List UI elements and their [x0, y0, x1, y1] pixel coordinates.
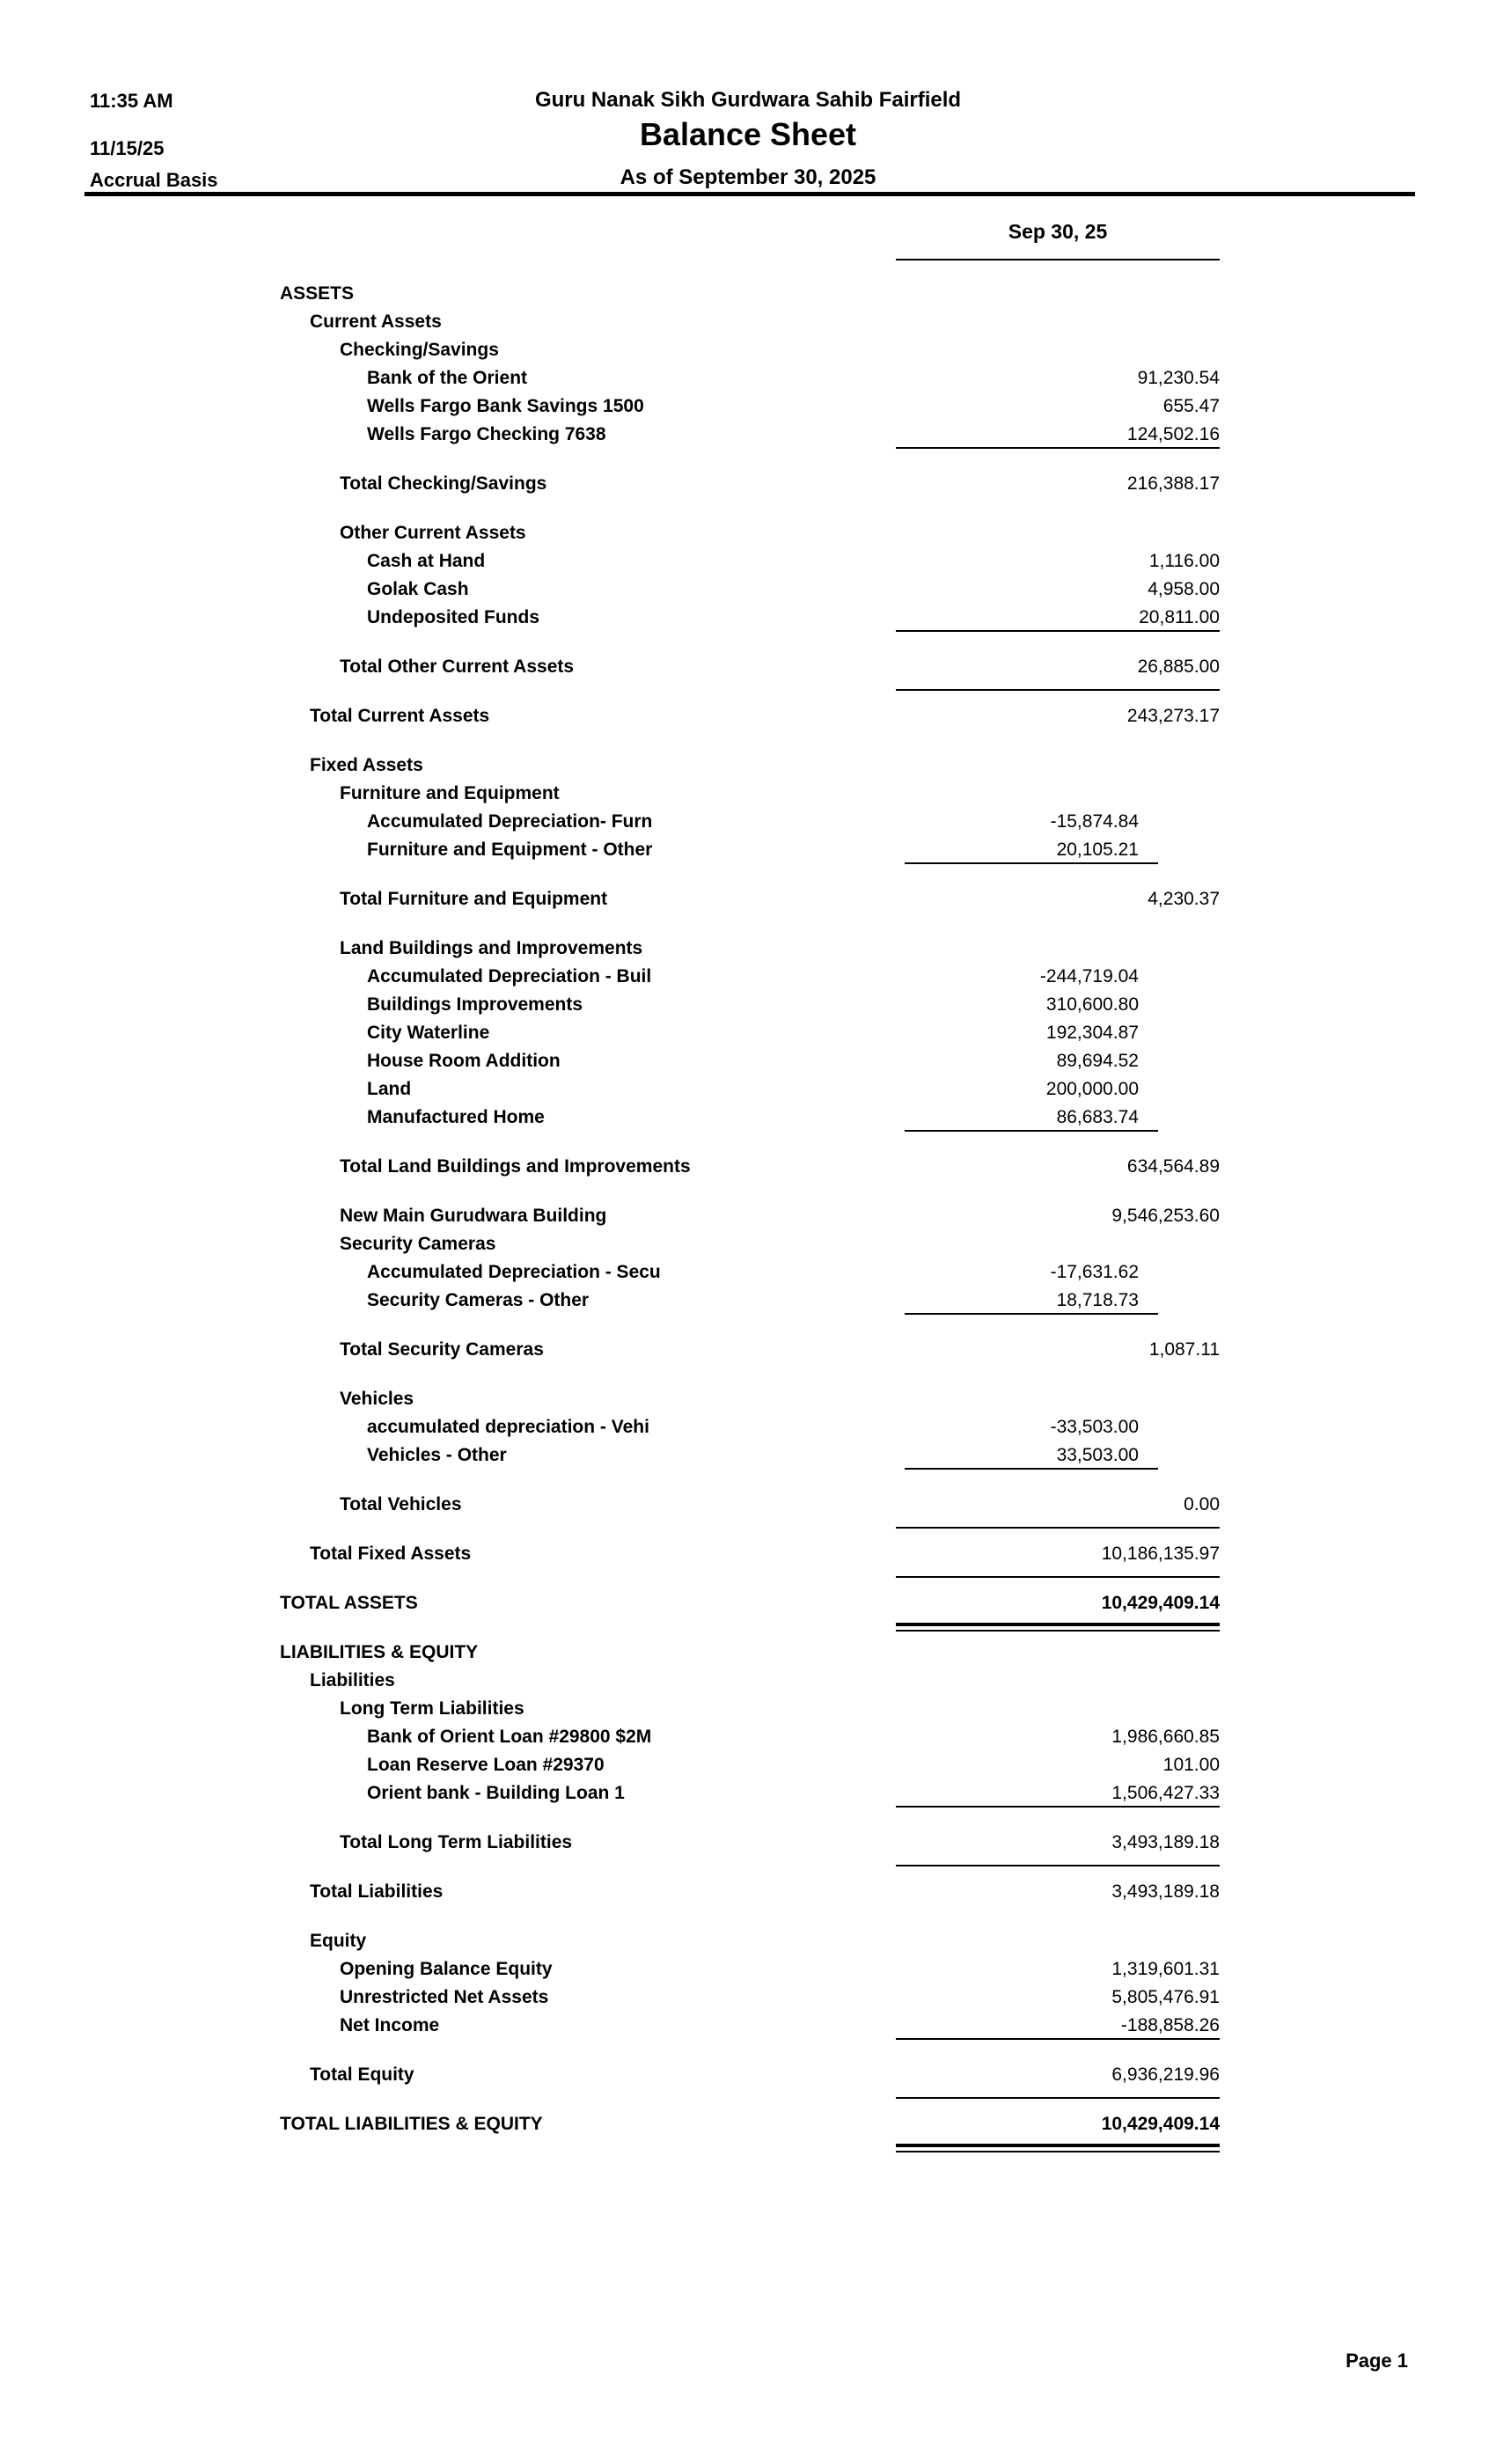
account-label: City Waterline: [367, 1023, 490, 1043]
report-row: [0, 836, 1496, 864]
report-row: [0, 1695, 1496, 1723]
report-row: [0, 1019, 1496, 1047]
account-label: Buildings Improvements: [367, 994, 583, 1015]
account-label: TOTAL ASSETS: [280, 1593, 418, 1613]
account-label: Unrestricted Net Assets: [340, 1987, 549, 2007]
account-label: Security Cameras - Other: [367, 1290, 590, 1310]
amount-value: 6,936,219.96: [1111, 2064, 1220, 2085]
account-label: Vehicles - Other: [367, 1445, 507, 1465]
report-row: [0, 1589, 1496, 1617]
amount-value: 124,502.16: [1126, 424, 1220, 444]
account-label: Land: [367, 1079, 412, 1099]
report-row: [0, 1667, 1496, 1695]
account-label: Wells Fargo Checking 7638: [367, 424, 606, 444]
account-label: Cash at Hand: [367, 551, 486, 571]
report-row: [0, 2061, 1496, 2089]
amount-value: 1,087.11: [1148, 1339, 1220, 1360]
account-label: Opening Balance Equity: [340, 1959, 553, 1979]
report-row: [0, 1153, 1496, 1181]
amount-value: 91,230.54: [1137, 368, 1220, 388]
report-row: [0, 604, 1496, 632]
report-row: [0, 1230, 1496, 1258]
account-label: Security Cameras: [340, 1234, 496, 1254]
report-row: [0, 653, 1496, 681]
report-row: [0, 1413, 1496, 1441]
amount-value: 3,493,189.18: [1111, 1832, 1220, 1852]
amount-value: -33,503.00: [1050, 1417, 1139, 1437]
amount-value: 0.00: [1184, 1494, 1220, 1514]
report-row: [0, 1984, 1496, 2012]
report-row: [0, 1202, 1496, 1230]
amount-value: -188,858.26: [1120, 2015, 1220, 2035]
report-row: [0, 1639, 1496, 1667]
report-row: [0, 752, 1496, 780]
account-label: Bank of Orient Loan #29800 $2M: [367, 1727, 652, 1747]
amount-value: 243,273.17: [1126, 706, 1220, 726]
report-row: [0, 1385, 1496, 1413]
report-row: [0, 1287, 1496, 1315]
amount-value: 216,388.17: [1126, 473, 1220, 494]
account-label: House Room Addition: [367, 1051, 561, 1071]
amount-value: 101.00: [1162, 1755, 1220, 1775]
amount-value: -15,874.84: [1050, 811, 1139, 832]
amount-value: 1,506,427.33: [1111, 1783, 1220, 1803]
amount-value: 10,186,135.97: [1101, 1544, 1220, 1564]
report-row: [0, 885, 1496, 913]
account-label: Accumulated Depreciation - Buil: [367, 966, 652, 986]
amount-value: 1,986,660.85: [1111, 1727, 1220, 1747]
account-label: Land Buildings and Improvements: [340, 938, 643, 958]
amount-value: 1,319,601.31: [1111, 1959, 1220, 1979]
account-label: Loan Reserve Loan #29370: [367, 1755, 605, 1775]
account-label: accumulated depreciation - Vehi: [367, 1417, 649, 1437]
report-row: [0, 280, 1496, 308]
amount-value: 4,230.37: [1148, 889, 1220, 909]
report-row: [0, 1955, 1496, 1984]
account-label: Long Term Liabilities: [340, 1698, 524, 1719]
account-label: Other Current Assets: [340, 523, 526, 543]
organization-name: Guru Nanak Sikh Gurdwara Sahib Fairfield: [534, 88, 962, 112]
report-row: [0, 519, 1496, 547]
amount-value: 200,000.00: [1045, 1079, 1139, 1099]
amount-value: 3,493,189.18: [1111, 1881, 1220, 1902]
report-row: [0, 308, 1496, 336]
amount-value: 86,683.74: [1056, 1107, 1139, 1127]
report-row: [0, 1491, 1496, 1519]
account-label: Current Assets: [310, 312, 442, 332]
amount-value: 33,503.00: [1056, 1445, 1139, 1465]
report-row: [0, 1829, 1496, 1857]
report-row: [0, 364, 1496, 392]
amount-value: 89,694.52: [1056, 1051, 1139, 1071]
account-label: Total Equity: [310, 2064, 414, 2085]
account-label: Total Vehicles: [340, 1494, 462, 1514]
account-label: Orient bank - Building Loan 1: [367, 1783, 625, 1803]
report-row: [0, 1104, 1496, 1132]
amount-value: 4,958.00: [1148, 579, 1220, 599]
account-label: Total Liabilities: [310, 1881, 444, 1902]
report-row: [0, 808, 1496, 836]
report-row: [0, 2012, 1496, 2040]
account-label: Total Furniture and Equipment: [340, 889, 608, 909]
account-label: Total Current Assets: [310, 706, 490, 726]
amount-value: 9,546,253.60: [1111, 1206, 1220, 1226]
account-label: Total Land Buildings and Improvements: [340, 1156, 691, 1177]
account-label: Golak Cash: [367, 579, 469, 599]
account-label: ASSETS: [280, 283, 355, 304]
account-label: Manufactured Home: [367, 1107, 545, 1127]
report-row: [0, 392, 1496, 421]
report-subtitle: As of September 30, 2025: [620, 165, 876, 189]
report-rows: [0, 280, 1496, 2138]
accounting-basis: Accrual Basis: [90, 169, 218, 191]
amount-value: 310,600.80: [1045, 994, 1139, 1015]
report-row: [0, 702, 1496, 730]
account-label: Accumulated Depreciation - Secu: [367, 1262, 661, 1282]
account-label: Wells Fargo Bank Savings 1500: [367, 396, 644, 416]
account-label: Net Income: [340, 2015, 440, 2035]
report-run-date: 11/15/25: [90, 137, 165, 159]
amount-value: 5,805,476.91: [1111, 1987, 1220, 2007]
report-row: [0, 1258, 1496, 1287]
report-title: Balance Sheet: [639, 116, 857, 152]
amount-value: -244,719.04: [1039, 966, 1139, 986]
report-row: [0, 780, 1496, 808]
report-row: [0, 963, 1496, 991]
account-label: Furniture and Equipment - Other: [367, 840, 653, 860]
report-row: [0, 421, 1496, 449]
amount-value: 26,885.00: [1137, 656, 1220, 677]
account-label: LIABILITIES & EQUITY: [280, 1642, 479, 1662]
report-row: [0, 1047, 1496, 1075]
report-row: [0, 2110, 1496, 2138]
account-label: Equity: [310, 1931, 367, 1951]
account-label: Total Checking/Savings: [340, 473, 547, 494]
report-row: [0, 1779, 1496, 1808]
account-label: Furniture and Equipment: [340, 783, 560, 803]
report-row: [0, 1878, 1496, 1906]
report-row: [0, 991, 1496, 1019]
amount-value: 634,564.89: [1126, 1156, 1220, 1177]
account-label: Total Other Current Assets: [340, 656, 575, 677]
report-row: [0, 1540, 1496, 1568]
header-divider: [84, 192, 1415, 196]
report-row: [0, 1723, 1496, 1751]
date-column-underline: [896, 259, 1220, 260]
amount-value: 20,105.21: [1056, 840, 1139, 860]
report-row: [0, 1751, 1496, 1779]
amount-value: 10,429,409.14: [1101, 2114, 1220, 2134]
report-row: [0, 1927, 1496, 1955]
account-label: New Main Gurudwara Building: [340, 1206, 607, 1226]
account-label: Vehicles: [340, 1389, 414, 1409]
report-row: [0, 1075, 1496, 1104]
date-column-header: Sep 30, 25: [1008, 220, 1108, 243]
account-label: Undeposited Funds: [367, 607, 539, 627]
report-row: [0, 336, 1496, 364]
report-row: [0, 1441, 1496, 1470]
amount-value: 20,811.00: [1139, 607, 1220, 627]
report-run-time: 11:35 AM: [90, 90, 173, 112]
account-label: Accumulated Depreciation- Furn: [367, 811, 653, 832]
report-row: [0, 935, 1496, 963]
account-label: Checking/Savings: [340, 340, 499, 360]
account-label: Total Long Term Liabilities: [340, 1832, 573, 1852]
report-row: [0, 576, 1496, 604]
account-label: Total Fixed Assets: [310, 1544, 472, 1564]
account-label: Liabilities: [310, 1670, 395, 1690]
account-label: TOTAL LIABILITIES & EQUITY: [280, 2114, 543, 2134]
report-row: [0, 470, 1496, 498]
amount-value: 18,718.73: [1056, 1290, 1139, 1310]
account-label: Fixed Assets: [310, 755, 423, 775]
amount-value: 192,304.87: [1045, 1023, 1139, 1043]
account-label: Bank of the Orient: [367, 368, 528, 388]
report-row: [0, 547, 1496, 576]
amount-value: 10,429,409.14: [1101, 1593, 1220, 1613]
page-number: Page 1: [1346, 2350, 1408, 2372]
amount-value: 1,116.00: [1148, 551, 1220, 571]
amount-value: 655.47: [1162, 396, 1220, 416]
account-label: Total Security Cameras: [340, 1339, 544, 1360]
report-row: [0, 1336, 1496, 1364]
amount-value: -17,631.62: [1050, 1262, 1139, 1282]
